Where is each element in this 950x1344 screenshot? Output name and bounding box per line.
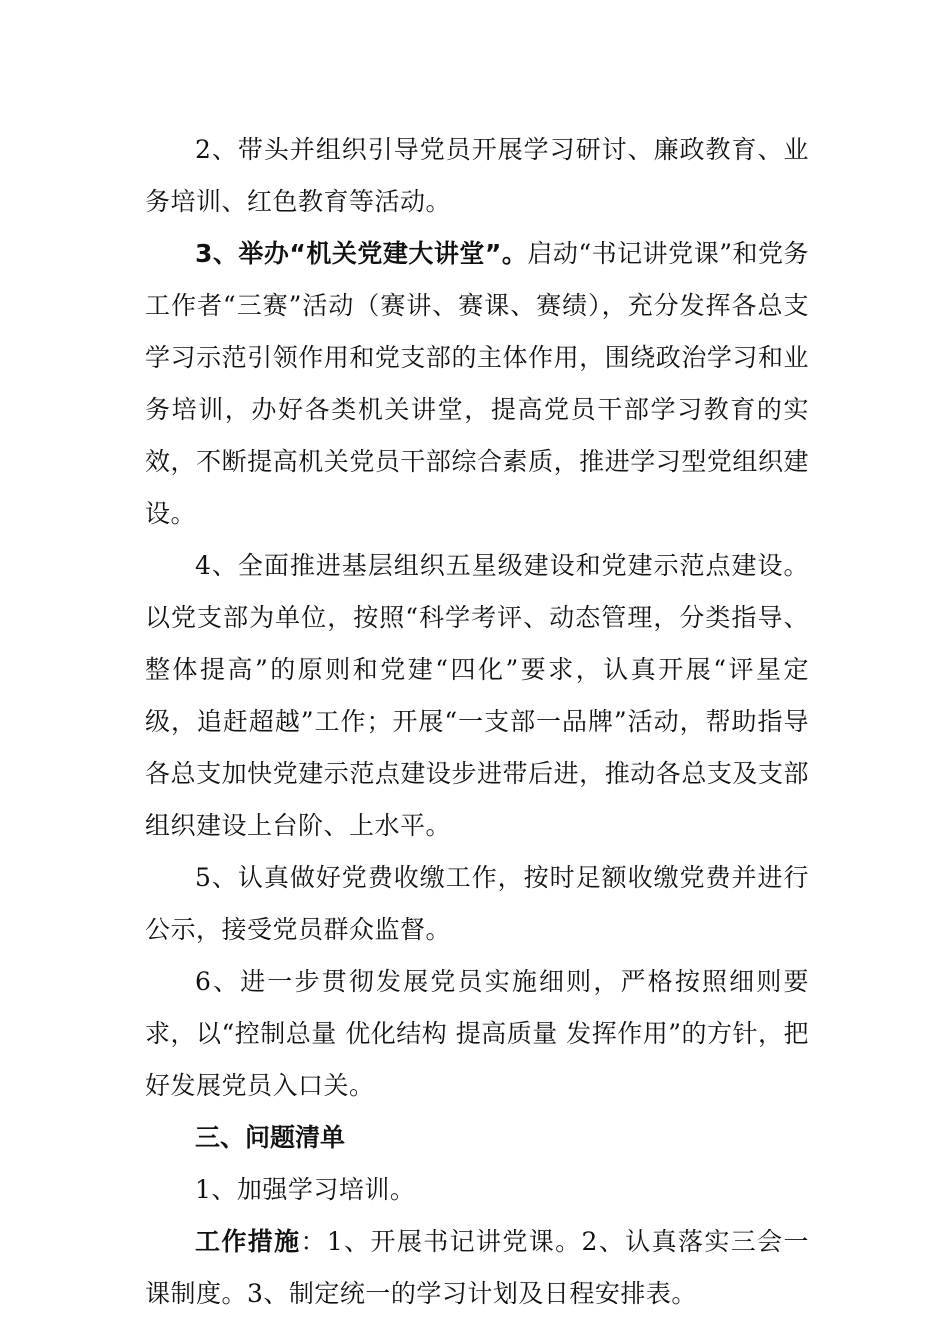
item-3-body: 启动“书记讲党课”和党务工作者“三赛”活动（赛讲、赛课、赛绩），充分发挥各总支学习示范引领作用和党支部的主体作用，围绕政治学习和业务培训，办好各类机关讲堂，提高党员干部学习教育的实效，不断提高机关党员干部综合素质，推进学习型党组织建设。 bbox=[145, 239, 809, 528]
work-measures-text: ：1、开展书记讲党课。2、认真落实三会一课制度。3、制定统一的学习计划及日程安排表。 bbox=[145, 1227, 809, 1308]
section-heading-problems: 三、问题清单 bbox=[195, 1123, 346, 1152]
paragraph-item-4: 4、全面推进基层组织五星级建设和党建示范点建设。以党支部为单位，按照“科学考评、动态管理，分类指导、整体提高”的原则和党建“四化”要求，认真开展“评星定级，追赶超越”工作；开展“一支部一品牌”活动，帮助指导各总支加快党建示范点建设步进带后进，推动各总支及支部组织建设上台阶、上水平。 bbox=[145, 551, 809, 840]
document-page bbox=[145, 124, 809, 1320]
work-measures-label: 工作措施 bbox=[195, 1227, 301, 1256]
paragraph-item-6: 6、进一步贯彻发展党员实施细则，严格按照细则要求，以“控制总量 优化结构 提高质量 发挥作用”的方针，把好发展党员入口关。 bbox=[145, 967, 809, 1100]
work-measures-paragraph bbox=[145, 1216, 809, 1320]
paragraph-item-3 bbox=[145, 228, 809, 540]
paragraph-item-2: 2、带头并组织引导党员开展学习研讨、廉政教育、业务培训、红色教育等活动。 bbox=[145, 135, 809, 216]
problem-item-1: 1、加强学习培训。 bbox=[195, 1175, 416, 1204]
paragraph-item-5: 5、认真做好党费收缴工作，按时足额收缴党费并进行公示，接受党员群众监督。 bbox=[145, 863, 809, 944]
item-3-lead: 3、举办“机关党建大讲堂”。 bbox=[195, 239, 528, 268]
